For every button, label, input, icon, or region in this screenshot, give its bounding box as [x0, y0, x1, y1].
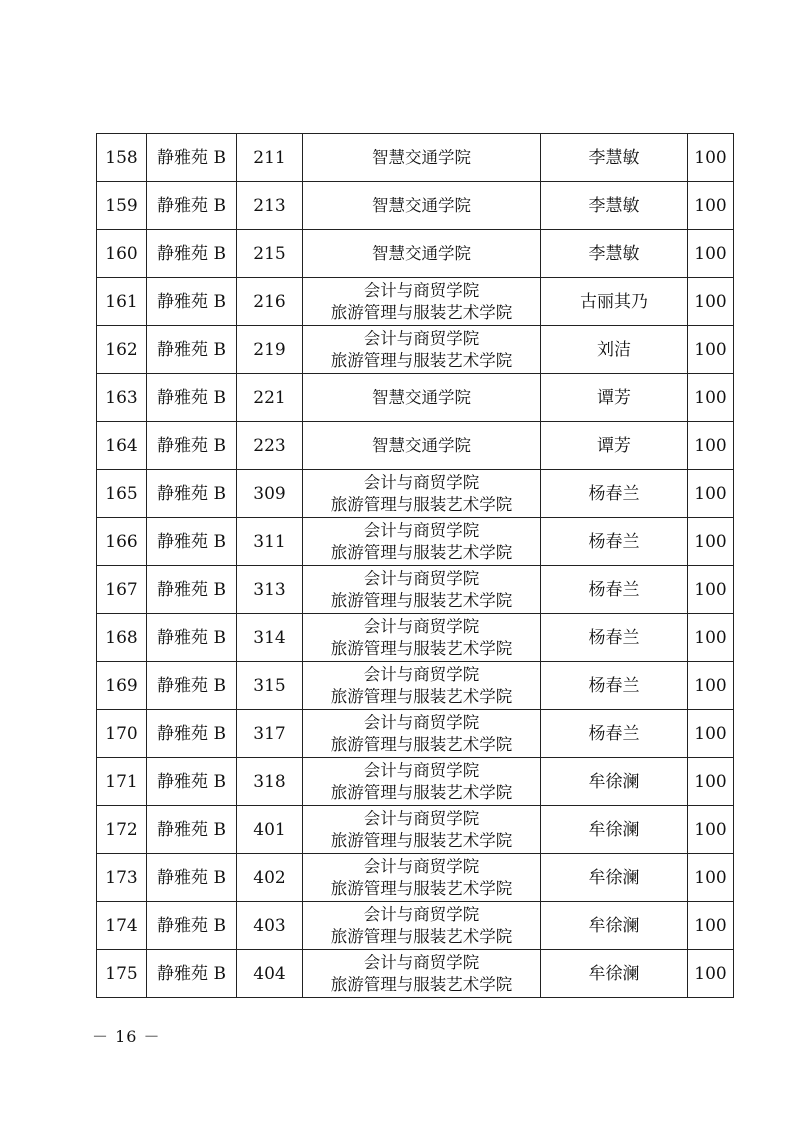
- building-cell: 静雅苑 B: [147, 326, 237, 374]
- responsible-person-cell: 谭芳: [541, 374, 688, 422]
- responsible-person-cell: 杨春兰: [541, 614, 688, 662]
- responsible-person-cell: 牟徐澜: [541, 950, 688, 998]
- room-number-cell: 223: [237, 422, 303, 470]
- college-name: 会计与商贸学院: [363, 568, 480, 588]
- responsible-person-cell: 杨春兰: [541, 710, 688, 758]
- responsible-person-cell: 古丽其乃: [541, 278, 688, 326]
- college-name: 旅游管理与服装艺术学院: [330, 350, 513, 370]
- building-cell: 静雅苑 B: [147, 230, 237, 278]
- college-name: 旅游管理与服装艺术学院: [330, 734, 513, 754]
- score-cell: 100: [688, 134, 734, 182]
- score-cell: 100: [688, 422, 734, 470]
- responsible-person-cell: 谭芳: [541, 422, 688, 470]
- building-cell: 静雅苑 B: [147, 902, 237, 950]
- row-number-cell: 165: [97, 470, 147, 518]
- responsible-person-cell: 李慧敏: [541, 230, 688, 278]
- room-number-cell: 403: [237, 902, 303, 950]
- responsible-person-cell: 牟徐澜: [541, 806, 688, 854]
- college-name: 智慧交通学院: [372, 435, 471, 455]
- score-cell: 100: [688, 710, 734, 758]
- college-name: 会计与商贸学院: [363, 664, 480, 684]
- college-cell: [303, 614, 541, 662]
- room-number-cell: 315: [237, 662, 303, 710]
- responsible-person-cell: 杨春兰: [541, 470, 688, 518]
- college-cell: [303, 518, 541, 566]
- table-row: [97, 182, 734, 230]
- row-number-cell: 159: [97, 182, 147, 230]
- row-number-cell: 163: [97, 374, 147, 422]
- room-number-cell: 402: [237, 854, 303, 902]
- row-number-cell: 168: [97, 614, 147, 662]
- row-number-cell: 170: [97, 710, 147, 758]
- college-name: 会计与商贸学院: [363, 904, 480, 924]
- row-number-cell: 175: [97, 950, 147, 998]
- building-cell: 静雅苑 B: [147, 758, 237, 806]
- college-cell: [303, 230, 541, 278]
- page-number: － 16 －: [92, 1027, 161, 1046]
- table-row: [97, 518, 734, 566]
- college-name: 旅游管理与服装艺术学院: [330, 782, 513, 802]
- row-number-cell: 160: [97, 230, 147, 278]
- building-cell: 静雅苑 B: [147, 374, 237, 422]
- building-cell: 静雅苑 B: [147, 566, 237, 614]
- row-number-cell: 167: [97, 566, 147, 614]
- table-row: [97, 470, 734, 518]
- college-name: 旅游管理与服装艺术学院: [330, 926, 513, 946]
- room-number-cell: 221: [237, 374, 303, 422]
- room-number-cell: 318: [237, 758, 303, 806]
- row-number-cell: 164: [97, 422, 147, 470]
- college-name: 智慧交通学院: [372, 387, 471, 407]
- table-row: [97, 566, 734, 614]
- college-name: 会计与商贸学院: [363, 520, 480, 540]
- table-row: [97, 710, 734, 758]
- college-name: 旅游管理与服装艺术学院: [330, 590, 513, 610]
- score-cell: 100: [688, 806, 734, 854]
- college-name: 旅游管理与服装艺术学院: [330, 686, 513, 706]
- responsible-person-cell: 李慧敏: [541, 182, 688, 230]
- building-cell: 静雅苑 B: [147, 182, 237, 230]
- room-number-cell: 211: [237, 134, 303, 182]
- building-cell: 静雅苑 B: [147, 134, 237, 182]
- building-cell: 静雅苑 B: [147, 614, 237, 662]
- college-name: 会计与商贸学院: [363, 808, 480, 828]
- responsible-person-cell: 牟徐澜: [541, 902, 688, 950]
- college-cell: [303, 710, 541, 758]
- row-number-cell: 172: [97, 806, 147, 854]
- building-cell: 静雅苑 B: [147, 470, 237, 518]
- responsible-person-cell: 杨春兰: [541, 662, 688, 710]
- responsible-person-cell: 牟徐澜: [541, 854, 688, 902]
- score-cell: 100: [688, 902, 734, 950]
- room-number-cell: 313: [237, 566, 303, 614]
- table-row: [97, 806, 734, 854]
- college-cell: [303, 182, 541, 230]
- table-row: [97, 950, 734, 998]
- responsible-person-cell: 刘洁: [541, 326, 688, 374]
- college-name: 旅游管理与服装艺术学院: [330, 494, 513, 514]
- responsible-person-cell: 牟徐澜: [541, 758, 688, 806]
- college-name: 旅游管理与服装艺术学院: [330, 638, 513, 658]
- responsible-person-cell: 杨春兰: [541, 518, 688, 566]
- room-number-cell: 317: [237, 710, 303, 758]
- college-name: 旅游管理与服装艺术学院: [330, 878, 513, 898]
- row-number-cell: 173: [97, 854, 147, 902]
- college-cell: [303, 662, 541, 710]
- score-cell: 100: [688, 614, 734, 662]
- college-cell: [303, 422, 541, 470]
- score-cell: 100: [688, 854, 734, 902]
- table-row: [97, 662, 734, 710]
- table-body: [97, 134, 734, 998]
- row-number-cell: 158: [97, 134, 147, 182]
- building-cell: 静雅苑 B: [147, 950, 237, 998]
- table-row: [97, 758, 734, 806]
- college-name: 智慧交通学院: [372, 147, 471, 167]
- score-cell: 100: [688, 230, 734, 278]
- college-name: 智慧交通学院: [372, 195, 471, 215]
- table-row: [97, 614, 734, 662]
- room-number-cell: 404: [237, 950, 303, 998]
- college-name: 旅游管理与服装艺术学院: [330, 302, 513, 322]
- row-number-cell: 174: [97, 902, 147, 950]
- building-cell: 静雅苑 B: [147, 518, 237, 566]
- college-cell: [303, 950, 541, 998]
- college-cell: [303, 278, 541, 326]
- college-name: 旅游管理与服装艺术学院: [330, 974, 513, 994]
- college-name: 会计与商贸学院: [363, 760, 480, 780]
- room-number-cell: 401: [237, 806, 303, 854]
- table-row: [97, 278, 734, 326]
- room-number-cell: 314: [237, 614, 303, 662]
- college-name: 会计与商贸学院: [363, 472, 480, 492]
- table-row: [97, 902, 734, 950]
- responsible-person-cell: 杨春兰: [541, 566, 688, 614]
- building-cell: 静雅苑 B: [147, 422, 237, 470]
- building-cell: 静雅苑 B: [147, 710, 237, 758]
- college-name: 会计与商贸学院: [363, 328, 480, 348]
- college-cell: [303, 758, 541, 806]
- college-name: 会计与商贸学院: [363, 952, 480, 972]
- score-cell: 100: [688, 758, 734, 806]
- responsible-person-cell: 李慧敏: [541, 134, 688, 182]
- score-cell: 100: [688, 326, 734, 374]
- college-name: 会计与商贸学院: [363, 280, 480, 300]
- score-cell: 100: [688, 278, 734, 326]
- college-name: 智慧交通学院: [372, 243, 471, 263]
- college-name: 旅游管理与服装艺术学院: [330, 830, 513, 850]
- score-cell: 100: [688, 662, 734, 710]
- table-row: [97, 854, 734, 902]
- college-name: 会计与商贸学院: [363, 856, 480, 876]
- table-row: [97, 230, 734, 278]
- table-row: [97, 422, 734, 470]
- score-cell: 100: [688, 950, 734, 998]
- college-cell: [303, 326, 541, 374]
- college-name: 会计与商贸学院: [363, 616, 480, 636]
- college-cell: [303, 566, 541, 614]
- building-cell: 静雅苑 B: [147, 806, 237, 854]
- table-row: [97, 374, 734, 422]
- room-number-cell: 213: [237, 182, 303, 230]
- college-cell: [303, 470, 541, 518]
- score-cell: 100: [688, 374, 734, 422]
- score-cell: 100: [688, 182, 734, 230]
- room-number-cell: 219: [237, 326, 303, 374]
- room-number-cell: 215: [237, 230, 303, 278]
- building-cell: 静雅苑 B: [147, 278, 237, 326]
- dormitory-score-table: [96, 133, 734, 998]
- score-cell: 100: [688, 518, 734, 566]
- building-cell: 静雅苑 B: [147, 854, 237, 902]
- row-number-cell: 166: [97, 518, 147, 566]
- room-number-cell: 311: [237, 518, 303, 566]
- building-cell: 静雅苑 B: [147, 662, 237, 710]
- table-row: [97, 134, 734, 182]
- college-cell: [303, 902, 541, 950]
- college-cell: [303, 806, 541, 854]
- score-cell: 100: [688, 470, 734, 518]
- college-name: 会计与商贸学院: [363, 712, 480, 732]
- room-number-cell: 216: [237, 278, 303, 326]
- college-cell: [303, 854, 541, 902]
- row-number-cell: 169: [97, 662, 147, 710]
- room-number-cell: 309: [237, 470, 303, 518]
- row-number-cell: 161: [97, 278, 147, 326]
- row-number-cell: 171: [97, 758, 147, 806]
- score-cell: 100: [688, 566, 734, 614]
- table-row: [97, 326, 734, 374]
- row-number-cell: 162: [97, 326, 147, 374]
- college-cell: [303, 134, 541, 182]
- college-cell: [303, 374, 541, 422]
- college-name: 旅游管理与服装艺术学院: [330, 542, 513, 562]
